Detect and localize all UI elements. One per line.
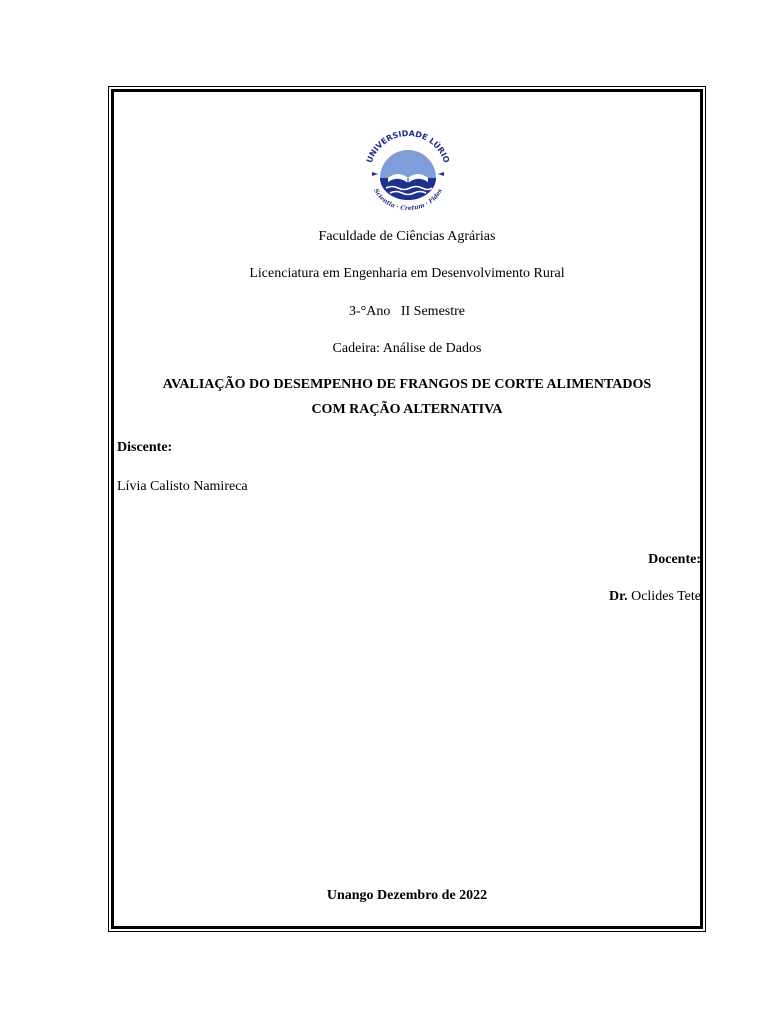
subject-name: Cadeira: Análise de Dados xyxy=(332,341,482,356)
faculty-name: Faculdade de Ciências Agrárias xyxy=(318,229,496,244)
logo-ring-text: UNIVERSIDADE LÚRIO xyxy=(364,128,452,165)
document-title-line-2: COM RAÇÃO ALTERNATIVA xyxy=(311,402,503,417)
student-label: Discente: xyxy=(117,440,173,455)
place-date: Unango Dezembro de 2022 xyxy=(326,888,488,903)
logo-motto: Scientia · Cretum · Fides xyxy=(372,187,444,212)
document-title-line-1: AVALIAÇÃO DO DESEMPENHO DE FRANGOS DE CORTE ALIMENTADOS xyxy=(162,377,652,392)
course-name: Licenciatura em Engenharia em Desenvolvimento Rural xyxy=(249,266,565,281)
teacher-line xyxy=(111,589,701,605)
page-border-inner xyxy=(111,89,703,929)
university-logo xyxy=(358,128,458,212)
teacher-title: Dr. xyxy=(609,589,628,604)
year-semester: 3-°Ano II Semestre xyxy=(348,304,465,319)
student-name: Lívia Calisto Namireca xyxy=(117,479,248,494)
teacher-label: Docente: xyxy=(648,552,701,567)
teacher-name: Oclides Tete xyxy=(631,589,701,604)
